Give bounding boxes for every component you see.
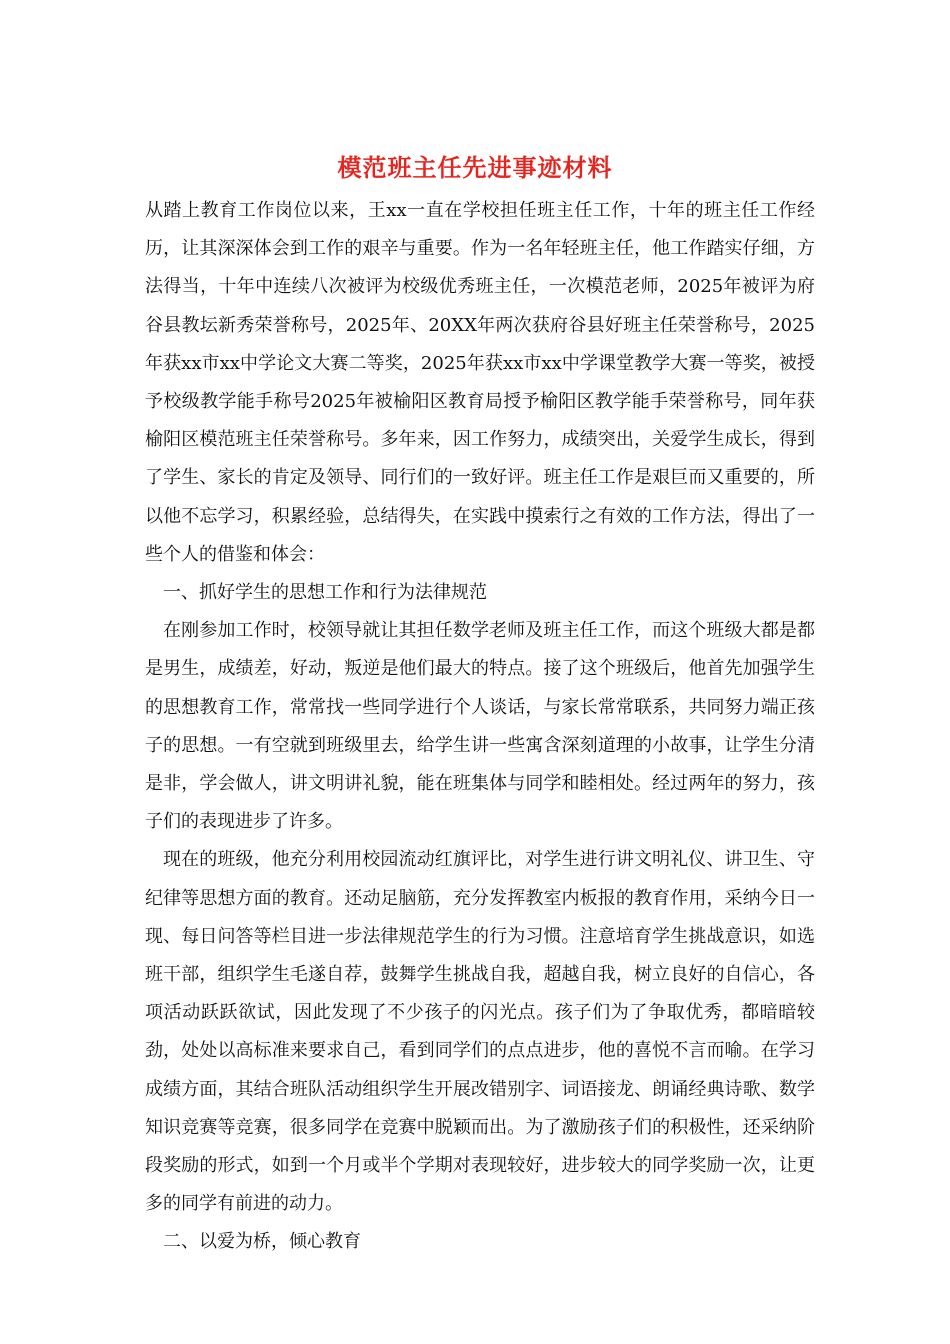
paragraph-section-1-b: 现在的班级，他充分利用校园流动红旗评比，对学生进行讲文明礼仪、讲卫生、守纪律等思想方面的教育。还动足脑筋，充分发挥教室内板报的教育作用，采纳今日一现、每日问答等栏目进一步法律规范学生的行为习惯。注意培育学生挑战意识，如选班干部，组织学生毛遂自荐，鼓舞学生挑战自我，超越自我，树立良好的自信心，各项活动跃跃欲试，因此发现了不少孩子的闪光点。孩子们为了争取优秀，都暗暗较劲，处处以高标准来要求自己，看到同学们的点点进步，他的喜悦不言而喻。在学习成绩方面，其结合班队活动组织学生开展改错别字、词语接龙、朗诵经典诗歌、数学知识竞赛等竞赛，很多同学在竞赛中脱颖而出。为了激励孩子们的积极性，还采纳阶段奖励的形式，如到一个月或半个学期对表现较好，进步较大的同学奖励一次，让更多的同学有前进的动力。 xyxy=(145,849,815,1215)
section-heading-1: 一、抓好学生的思想工作和行为法律规范 xyxy=(163,582,487,604)
document-title: 模范班主任先进事迹材料 xyxy=(337,153,613,182)
document-body xyxy=(145,192,815,1262)
section-heading-2: 二、以爱为桥，倾心教育 xyxy=(163,1231,361,1253)
paragraph-section-1-a: 在刚参加工作时，校领导就让其担任数学老师及班主任工作，而这个班级大都是都是男生，成绩差，好动，叛逆是他们最大的特点。接了这个班级后，他首先加强学生的思想教育工作，常常找一些同学进行个人谈话，与家长常常联系，共同努力端正孩子的思想。一有空就到班级里去，给学生讲一些寓含深刻道理的小故事，让学生分清是非，学会做人，讲文明讲礼貌，能在班集体与同学和睦相处。经过两年的努力，孩子们的表现进步了许多。 xyxy=(145,620,815,833)
paragraph-intro: 从踏上教育工作岗位以来，王xx一直在学校担任班主任工作，十年的班主任工作经历，让其深深体会到工作的艰辛与重要。作为一名年轻班主任，他工作踏实仔细，方法得当，十年中连续八次被评为校级优秀班主任，一次模范老师，2025年被评为府谷县教坛新秀荣誉称号，2025年、20XX年两次获府谷县好班主任荣誉称号，2025年获xx市xx中学论文大赛二等奖，2025年获xx市xx中学课堂教学大赛一等奖，被授予校级教学能手称号2025年被榆阳区教育局授予榆阳区教学能手荣誉称号，同年获榆阳区模范班主任荣誉称号。多年来，因工作努力，成绩突出，关爱学生成长，得到了学生、家长的肯定及领导、同行们的一致好评。班主任工作是艰巨而又重要的，所以他不忘学习，积累经验，总结得失，在实践中摸索行之有效的工作方法，得出了一些个人的借鉴和体会： xyxy=(145,200,815,565)
